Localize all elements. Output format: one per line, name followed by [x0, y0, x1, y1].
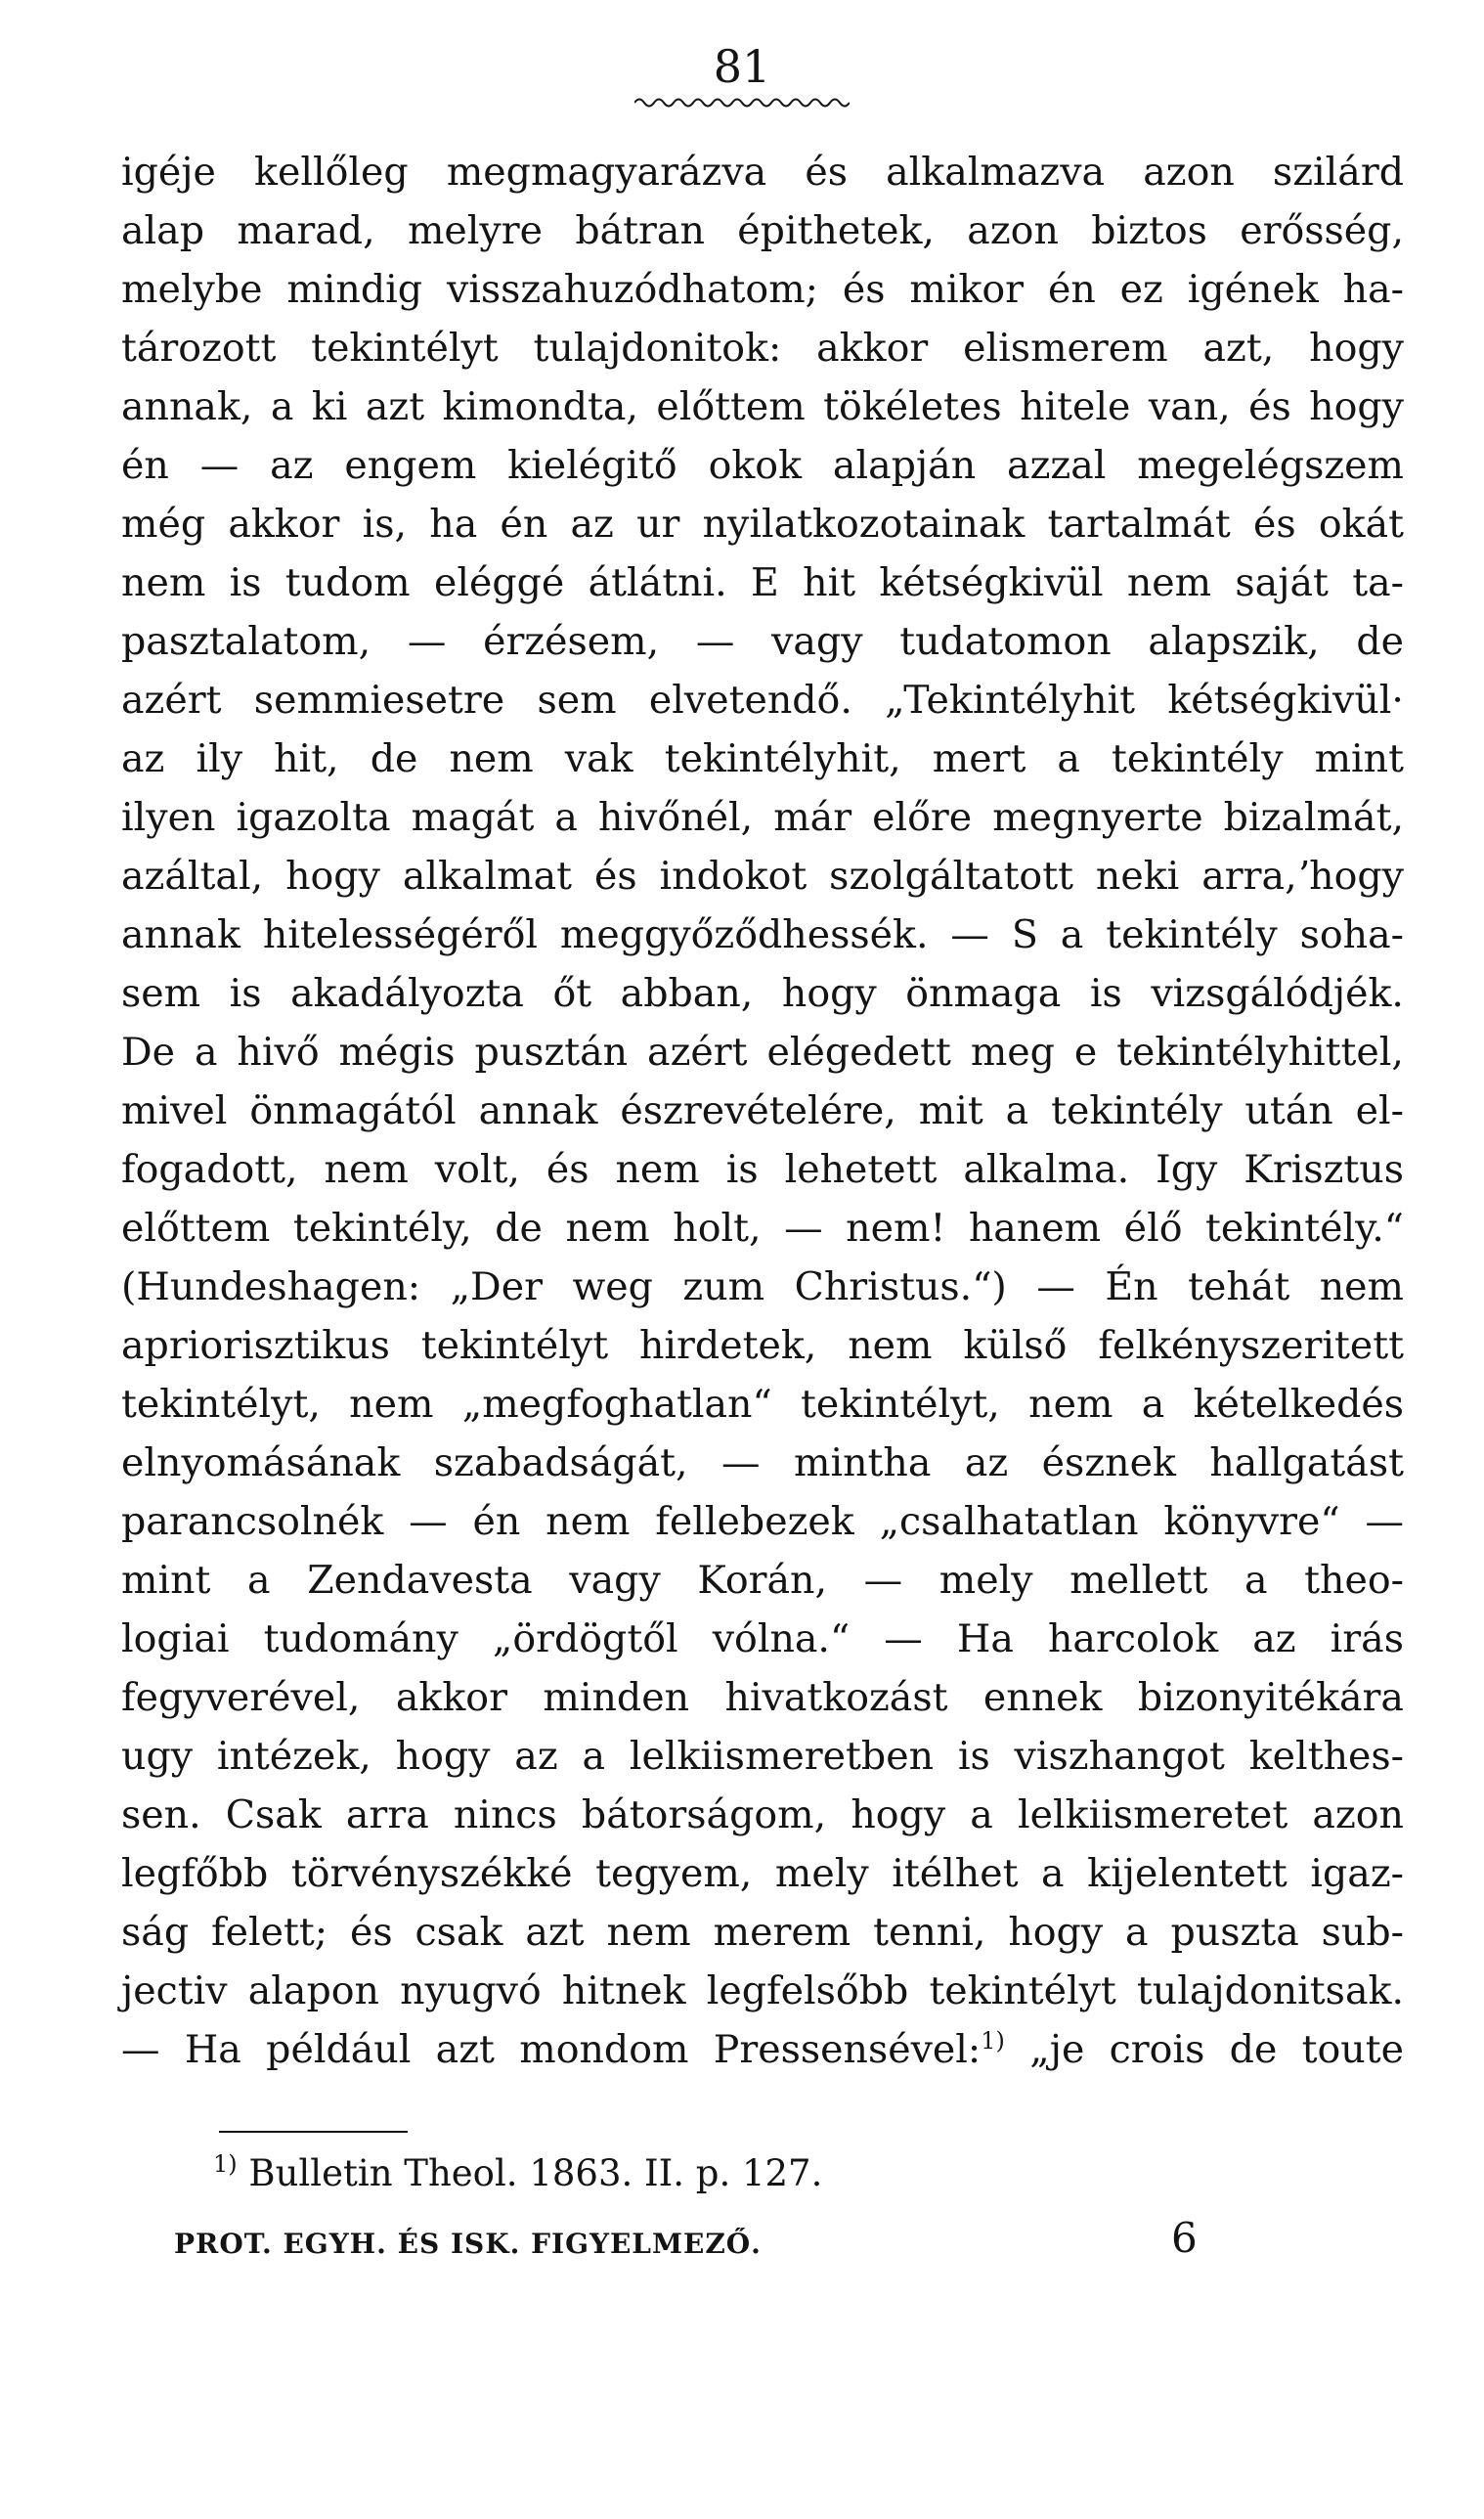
- body-text: [121, 143, 1404, 2079]
- footnote-divider: [219, 2131, 408, 2133]
- text-line: előttem tekintély, de nem holt, — nem! hanem élő tekintély.“: [121, 1206, 1404, 1251]
- text-line: azáltal, hogy alkalmat és indokot szolgáltatott neki arra,ʼhogy: [121, 854, 1404, 899]
- text-line: nem is tudom eléggé átlátni. E hit kétségkivül nem saját ta-: [121, 560, 1404, 605]
- text-line: sem is akadályozta őt abban, hogy önmaga is vizsgálódjék.: [121, 971, 1404, 1016]
- text-line: sen. Csak arra nincs bátorságom, hogy a lelkiismeretet azon: [121, 1792, 1404, 1837]
- text-line: igéje kellőleg megmagyarázva és alkalmazva azon szilárd: [121, 150, 1404, 195]
- text-line: ugy intézek, hogy az a lelkiismeretben is viszhangot kelthes-: [121, 1734, 1404, 1779]
- journal-footer: PROT. EGYH. ÉS ISK. FIGYELMEZŐ.: [174, 2228, 762, 2260]
- text-line: elnyomásának szabadságát, — mintha az észnek hallgatást: [121, 1440, 1404, 1485]
- text-line: De a hivő mégis pusztán azért elégedett meg e tekintélyhittel,: [121, 1030, 1404, 1075]
- footnote-text: Bulletin Theol. 1863. II. p. 127.: [248, 2152, 823, 2194]
- text-line: pasztalatom, — érzésem, — vagy tudatomon alapszik, de: [121, 619, 1404, 664]
- text-line-with-footnote: [121, 2020, 1404, 2079]
- text-line: ilyen igazolta magát a hivőnél, már előre megnyerte bizalmát,: [121, 795, 1404, 840]
- text-line: az ily hit, de nem vak tekintélyhit, mert a tekintély mint: [121, 736, 1404, 781]
- text-fragment: — Ha például azt mondom Pressensével:: [121, 2027, 982, 2072]
- text-line: (Hundeshagen: „Der weg zum Christus.“) — Én tehát nem: [121, 1264, 1404, 1309]
- text-line: tározott tekintélyt tulajdonitok: akkor elismerem azt, hogy: [121, 326, 1404, 371]
- text-line: mivel önmagától annak észrevételére, mit a tekintély után el-: [121, 1088, 1404, 1133]
- wavy-ornament: [634, 96, 850, 110]
- signature-mark: 6: [1171, 2214, 1198, 2262]
- text-line: mint a Zendavesta vagy Korán, — mely mellett a theo-: [121, 1558, 1404, 1603]
- text-line: jectiv alapon nyugvó hitnek legfelsőbb tekintélyt tulajdonitsak.: [121, 1968, 1404, 2013]
- text-line: azért semmiesetre sem elvetendő. „Tekintélyhit kétségkivül·: [121, 678, 1404, 723]
- text-line: legfőbb törvényszékké tegyem, mely itélhet a kijelentett igaz-: [121, 1851, 1404, 1896]
- text-fragment: „je crois de toute: [1029, 2027, 1405, 2072]
- text-line: ság felett; és csak azt nem merem tenni, hogy a puszta sub-: [121, 1910, 1404, 1955]
- text-line: fogadott, nem volt, és nem is lehetett alkalma. Igy Krisztus: [121, 1147, 1404, 1192]
- footnote-reference: 1): [981, 2027, 1005, 2055]
- text-line: még akkor is, ha én az ur nyilatkozotainak tartalmát és okát: [121, 502, 1404, 547]
- text-line: annak hitelességéről meggyőződhessék. — S a tekintély soha-: [121, 912, 1404, 957]
- text-line: tekintélyt, nem „megfoghatlan“ tekintélyt, nem a kételkedés: [121, 1382, 1404, 1427]
- footnote-marker: 1): [213, 2150, 238, 2178]
- page-number: 81: [713, 40, 771, 93]
- text-line: logiai tudomány „ördögtől vólna.“ — Ha harcolok az irás: [121, 1616, 1404, 1661]
- text-line: apriorisztikus tekintélyt hirdetek, nem külső felkényszeritett: [121, 1323, 1404, 1368]
- text-line: annak, a ki azt kimondta, előttem tökéletes hitele van, és hogy: [121, 384, 1404, 429]
- footnote: [213, 2149, 822, 2198]
- text-line: parancsolnék — én nem fellebezek „csalhatatlan könyvre“ —: [121, 1499, 1404, 1544]
- text-line: alap marad, melyre bátran épithetek, azon biztos erősség,: [121, 208, 1404, 253]
- text-line: melybe mindig visszahuzódhatom; és mikor én ez igének ha-: [121, 267, 1404, 312]
- text-line: én — az engem kielégitő okok alapján azzal megelégszem: [121, 443, 1404, 488]
- text-line: fegyverével, akkor minden hivatkozást ennek bizonyitékára: [121, 1675, 1404, 1720]
